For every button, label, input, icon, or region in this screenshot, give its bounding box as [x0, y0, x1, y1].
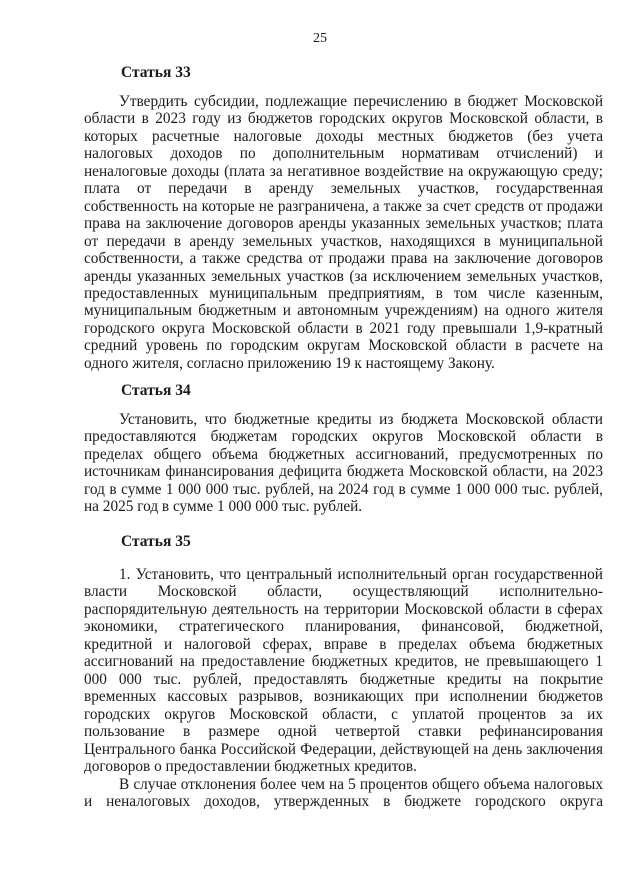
article-35-paragraph-1: 1. Установить, что центральный исполнительный орган государственной власти Московской области, осуществляющий исполнительно-распорядительную деятельность на территории Московской области в сферах экономики, стратегического планирования, финансовой, бюджетной, кредитной и налоговой сферах, вправе в пределах объема бюджетных ассигнований на предоставление бюджетных кредитов, не превышающего 1 000 000 тыс. рублей, предоставлять бюджетные кредиты на покрытие временных кассовых разрывов, возникающих при исполнении бюджетов городских округов Московской области, с уплатой процентов за их пользование в размере одной четвертой ставки рефинансирования Центрального банка Российской Федерации, действующей на день заключения договоров о предоставлении бюджетных кредитов. — [84, 566, 603, 775]
page-number: 25 — [313, 31, 327, 46]
article-33-paragraph: Утвердить субсидии, подлежащие перечислению в бюджет Московской области в 2023 году из бюджетов городских округов Московской области, в которых расчетные налоговые доходы местных бюджетов (без учета налоговых доходов по дополнительным нормативам отчислений) и неналоговые доходы (плата за негативное воздействие на окружающую среду; плата от передачи в аренду земельных участков, государственная собственность на которые не разграничена, а также за счет средств от продажи права на заключение договоров аренды указанных земельных участков; плата от передачи в аренду земельных участков, находящихся в муниципальной собственности, а также средства от продажи права на заключение договоров аренды указанных земельных участков (за исключением земельных участков, предоставленных муниципальным предприятиям, в том числе казенным, муниципальным бюджетным и автономным учреждениям) на одного жителя городского округа Московской области в 2021 году превышали 1,9-кратный средний уровень по городским округам Московской области в расчете на одного жителя, согласно приложению 19 к настоящему Закону. — [84, 93, 603, 372]
article-35-heading: Статья 35 — [121, 533, 191, 550]
article-34-heading: Статья 34 — [121, 382, 191, 399]
article-33-heading: Статья 33 — [121, 64, 191, 81]
article-34-paragraph: Установить, что бюджетные кредиты из бюджета Московской области предоставляются бюджетам городских округов Московской области в пределах общего объема бюджетных ассигнований, предусмотренных по источникам финансирования дефицита бюджета Московской области, на 2023 год в сумме 1 000 000 тыс. рублей, на 2024 год в сумме 1 000 000 тыс. рублей, на 2025 год в сумме 1 000 000 тыс. рублей. — [84, 411, 603, 516]
article-35-paragraph-2: В случае отклонения более чем на 5 процентов общего объема налоговых и неналоговых доходов, утвержденных в бюджете городского округа — [84, 776, 603, 811]
